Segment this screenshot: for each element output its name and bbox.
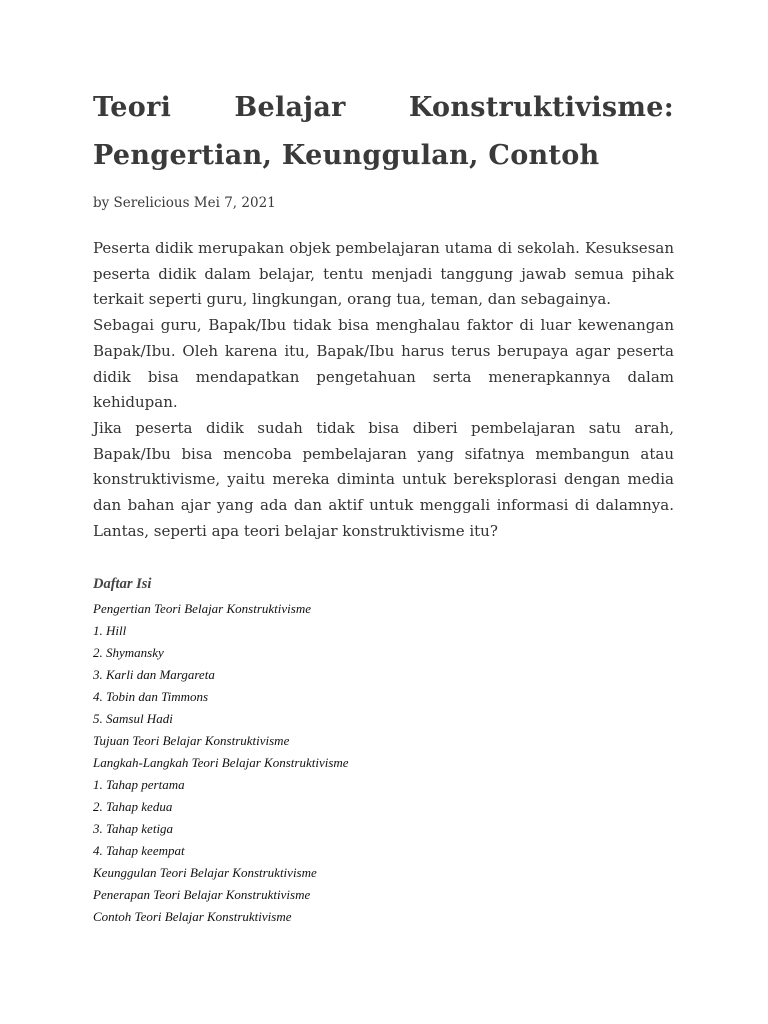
- toc-link[interactable]: 3. Karli dan Margareta: [93, 667, 215, 683]
- toc-item: [93, 840, 674, 862]
- toc-item: [93, 686, 674, 708]
- title-word: Konstruktivisme:: [408, 92, 674, 123]
- toc-link[interactable]: 1. Tahap pertama: [93, 777, 185, 793]
- paragraph: Sebagai guru, Bapak/Ibu tidak bisa menghalau faktor di luar kewenangan Bapak/Ibu. Oleh karena itu, Bapak/Ibu harus terus berupaya agar peserta didik bisa mendapatkan pengetahuan serta menerapkannya dalam kehidupan.: [93, 316, 674, 412]
- toc-link[interactable]: 5. Samsul Hadi: [93, 711, 173, 727]
- toc-item: [93, 752, 674, 774]
- toc-link[interactable]: Langkah-Langkah Teori Belajar Konstruktivisme: [93, 755, 349, 771]
- toc-item: [93, 664, 674, 686]
- article: [93, 84, 674, 928]
- toc-link[interactable]: Penerapan Teori Belajar Konstruktivisme: [93, 887, 311, 903]
- table-of-contents: [93, 574, 674, 928]
- toc-link[interactable]: 4. Tobin dan Timmons: [93, 689, 209, 705]
- toc-item: [93, 906, 674, 928]
- toc-item: [93, 708, 674, 730]
- toc-item: [93, 598, 674, 620]
- toc-link[interactable]: Keunggulan Teori Belajar Konstruktivisme: [93, 865, 317, 881]
- toc-link[interactable]: Tujuan Teori Belajar Konstruktivisme: [93, 733, 290, 749]
- title-word: Teori: [93, 92, 172, 123]
- paragraph: Peserta didik merupakan objek pembelajaran utama di sekolah. Kesuksesan peserta didik dalam belajar, tentu menjadi tanggung jawab semua pihak terkait seperti guru, lingkungan, orang tua, teman, dan sebagainya.: [93, 239, 674, 309]
- toc-item: [93, 884, 674, 906]
- paragraph: Jika peserta didik sudah tidak bisa diberi pembelajaran satu arah, Bapak/Ibu bisa mencoba pembelajaran yang sifatnya membangun atau konstruktivisme, yaitu mereka diminta untuk bereksplorasi dengan media dan bahan ajar yang ada dan aktif untuk menggali informasi di dalamnya. Lantas, seperti apa teori belajar konstruktivisme itu?: [93, 418, 674, 540]
- toc-item: [93, 620, 674, 642]
- byline: by Serelicious Mei 7, 2021: [93, 195, 276, 211]
- toc-link[interactable]: 2. Tahap kedua: [93, 799, 173, 815]
- toc-item: [93, 730, 674, 752]
- title-line-1: [93, 84, 674, 132]
- toc-list: [93, 598, 674, 928]
- toc-item: [93, 774, 674, 796]
- toc-item: [93, 818, 674, 840]
- article-body: [93, 236, 674, 544]
- toc-link[interactable]: 3. Tahap ketiga: [93, 821, 174, 837]
- toc-item: [93, 862, 674, 884]
- toc-link[interactable]: 4. Tahap keempat: [93, 843, 185, 859]
- toc-link[interactable]: 2. Shymansky: [93, 645, 164, 661]
- toc-item: [93, 642, 674, 664]
- page-title: [93, 84, 674, 180]
- toc-heading: Daftar Isi: [93, 576, 152, 593]
- title-line-2: Pengertian, Keunggulan, Contoh: [93, 140, 600, 171]
- title-word: Belajar: [234, 92, 346, 123]
- toc-item: [93, 796, 674, 818]
- toc-link[interactable]: 1. Hill: [93, 623, 127, 639]
- toc-link[interactable]: Pengertian Teori Belajar Konstruktivisme: [93, 601, 311, 617]
- toc-link[interactable]: Contoh Teori Belajar Konstruktivisme: [93, 909, 292, 925]
